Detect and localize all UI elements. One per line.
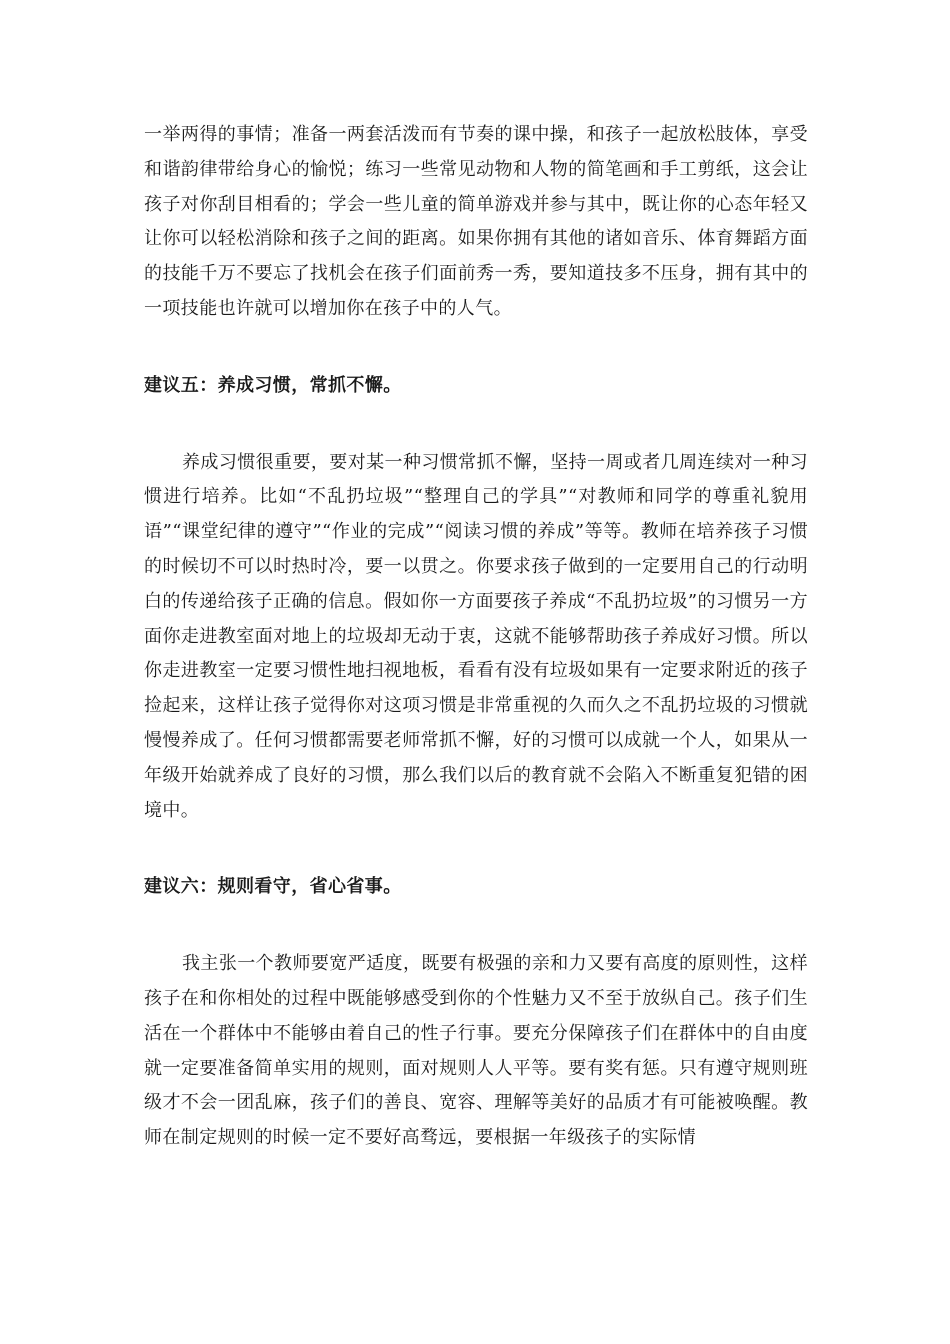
heading-suggestion-five: 建议五：养成习惯，常抓不懈。 (144, 374, 402, 396)
document-body (144, 118, 808, 1156)
paragraph-rules: 我主张一个教师要宽严适度，既要有极强的亲和力又要有高度的原则性，这样孩子在和你相处的过程中既能够感受到你的个性魅力又不至于放纵自己。孩子们生活在一个群体中不能够由着自己的性子行事。要充分保障孩子们在群体中的自由度就一定要准备简单实用的规则，面对规则人人平等。要有奖有惩。只有遵守规则班级才不会一团乱麻，孩子们的善良、宽容、理解等美好的品质才有可能被唤醒。教师在制定规则的时候一定不要好高骛远，要根据一年级孩子的实际情 (144, 953, 808, 1149)
paragraph-skills: 一举两得的事情；准备一两套活泼而有节奏的课中操，和孩子一起放松肢体，享受和谐韵律带给身心的愉悦；练习一些常见动物和人物的简笔画和手工剪纸，这会让孩子对你刮目相看的；学会一些儿童的简单游戏并参与其中，既让你的心态年轻又让你可以轻松消除和孩子之间的距离。如果你拥有其他的诸如音乐、体育舞蹈方面的技能千万不要忘了找机会在孩子们面前秀一秀，要知道技多不压身，拥有其中的一项技能也许就可以增加你在孩子中的人气。 (144, 124, 808, 319)
paragraph-habits: 养成习惯很重要，要对某一种习惯常抓不懈，坚持一周或者几周连续对一种习惯进行培养。比如“不乱扔垃圾”“整理自己的学具”“对教师和同学的尊重礼貌用语”“课堂纪律的遵守”“作业的完成”“阅读习惯的养成”等等。教师在培养孩子习惯的时候切不可以时热时冷，要一以贯之。你要求孩子做到的一定要用自己的行动明白的传递给孩子正确的信息。假如你一方面要孩子养成“不乱扔垃圾”的习惯另一方面你走进教室面对地上的垃圾却无动于衷，这就不能够帮助孩子养成好习惯。所以你走进教室一定要习惯性地扫视地板，看看有没有垃圾如果有一定要求附近的孩子捡起来，这样让孩子觉得你对这项习惯是非常重视的久而久之不乱扔垃圾的习惯就慢慢养成了。任何习惯都需要老师常抓不懈，好的习惯可以成就一个人，如果从一年级开始就养成了良好的习惯，那么我们以后的教育就不会陷入不断重复犯错的困境中。 (144, 451, 808, 821)
heading-suggestion-six: 建议六：规则看守，省心省事。 (144, 876, 402, 898)
